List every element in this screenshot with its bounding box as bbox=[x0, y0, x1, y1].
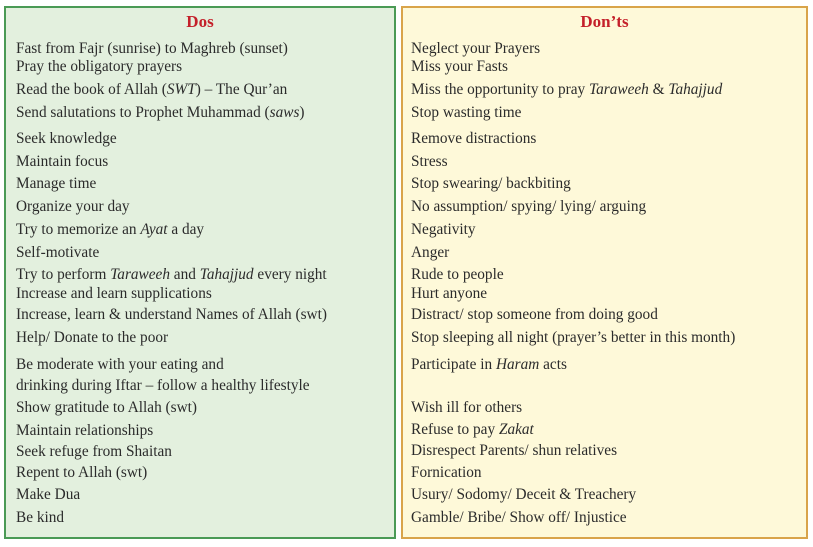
item-text: Show gratitude to Allah (swt) bbox=[16, 399, 197, 416]
donts-item bbox=[411, 285, 802, 303]
item-text: a day bbox=[167, 221, 205, 238]
dos-item bbox=[16, 399, 390, 417]
dos-item bbox=[16, 306, 390, 324]
item-text: Distract/ stop someone from doing good bbox=[411, 306, 658, 323]
dos-heading: Dos bbox=[186, 12, 214, 31]
item-text: Wish ill for others bbox=[411, 399, 523, 416]
donts-item bbox=[411, 266, 802, 284]
item-text: Help/ Donate to the poor bbox=[16, 329, 169, 346]
item-text: Stress bbox=[411, 153, 448, 170]
dos-item bbox=[16, 356, 390, 374]
donts-heading: Don’ts bbox=[580, 12, 629, 31]
item-text: Gamble/ Bribe/ Show off/ Injustice bbox=[411, 509, 627, 526]
donts-item bbox=[411, 153, 802, 171]
item-text: Neglect your Prayers bbox=[411, 40, 541, 57]
item-text: Try to perform bbox=[16, 266, 111, 283]
italic-term: Ayat bbox=[140, 221, 168, 238]
italic-term: Tahajjud bbox=[199, 266, 254, 283]
item-text: Stop swearing/ backbiting bbox=[411, 175, 571, 192]
italic-term: Haram bbox=[495, 356, 540, 373]
donts-item bbox=[411, 464, 802, 482]
item-text: Increase and learn supplications bbox=[16, 285, 212, 302]
item-text: Miss your Fasts bbox=[411, 58, 508, 75]
donts-item bbox=[411, 442, 802, 460]
dos-item bbox=[16, 40, 390, 58]
dos-item bbox=[16, 244, 390, 262]
item-text: Manage time bbox=[16, 175, 97, 192]
item-text: Hurt anyone bbox=[411, 285, 488, 302]
item-text: Self-motivate bbox=[16, 244, 100, 261]
dos-item bbox=[16, 377, 390, 395]
item-text: Participate in bbox=[411, 356, 496, 373]
donts-item bbox=[411, 509, 802, 527]
dos-panel bbox=[4, 6, 396, 539]
item-text: Fornication bbox=[411, 464, 482, 481]
item-text: Stop sleeping all night (prayer’s better in this month) bbox=[411, 329, 736, 346]
item-text: Increase, learn & understand Names of Allah (swt) bbox=[16, 306, 327, 323]
dos-item bbox=[16, 266, 390, 284]
donts-item bbox=[411, 244, 802, 262]
donts-item bbox=[411, 306, 802, 324]
item-text: Organize your day bbox=[16, 198, 130, 215]
item-text: Maintain relationships bbox=[16, 422, 154, 439]
item-text: Disrespect Parents/ shun relatives bbox=[411, 442, 618, 459]
donts-item bbox=[411, 356, 802, 374]
item-text: Refuse to pay bbox=[411, 421, 499, 438]
item-text: Usury/ Sodomy/ Deceit & Treachery bbox=[411, 486, 637, 503]
italic-term: saws bbox=[269, 104, 300, 121]
dos-item bbox=[16, 198, 390, 216]
dos-item bbox=[16, 58, 390, 76]
dos-item bbox=[16, 104, 390, 122]
item-text: every night bbox=[253, 266, 327, 283]
item-text: and bbox=[169, 266, 200, 283]
donts-item bbox=[411, 104, 802, 122]
dos-item bbox=[16, 509, 390, 527]
item-text: Be moderate with your eating and bbox=[16, 356, 224, 373]
item-text: Stop wasting time bbox=[411, 104, 522, 121]
item-text: Try to memorize an bbox=[16, 221, 141, 238]
item-text: Anger bbox=[411, 244, 450, 261]
item-text: Read the book of Allah ( bbox=[16, 81, 167, 98]
donts-item bbox=[411, 175, 802, 193]
item-text: Remove distractions bbox=[411, 130, 537, 147]
item-text: Rude to people bbox=[411, 266, 504, 283]
dos-item bbox=[16, 130, 390, 148]
dos-item bbox=[16, 329, 390, 347]
dos-item bbox=[16, 81, 390, 99]
item-text: Miss the opportunity to pray bbox=[411, 81, 590, 98]
dos-item bbox=[16, 422, 390, 440]
donts-item bbox=[411, 58, 802, 76]
item-text: ) – The Qur’an bbox=[195, 81, 288, 98]
italic-term: SWT bbox=[166, 81, 196, 98]
item-text: Be kind bbox=[16, 509, 65, 526]
donts-item bbox=[411, 399, 802, 417]
item-text: acts bbox=[539, 356, 567, 373]
item-text: Seek knowledge bbox=[16, 130, 117, 147]
item-text: Fast from Fajr (sunrise) to Maghreb (sunset) bbox=[16, 40, 288, 57]
item-text: & bbox=[648, 81, 669, 98]
dos-item bbox=[16, 285, 390, 303]
item-text: Pray the obligatory prayers bbox=[16, 58, 183, 75]
item-text: Send salutations to Prophet Muhammad ( bbox=[16, 104, 270, 121]
item-text: No assumption/ spying/ lying/ arguing bbox=[411, 198, 647, 215]
donts-item bbox=[411, 486, 802, 504]
item-text: drinking during Iftar – follow a healthy lifestyle bbox=[16, 377, 310, 394]
dos-item bbox=[16, 175, 390, 193]
item-text: Repent to Allah (swt) bbox=[16, 464, 148, 481]
italic-term: Tahajjud bbox=[668, 81, 723, 98]
dos-item bbox=[16, 464, 390, 482]
dos-item bbox=[16, 221, 390, 239]
dos-item bbox=[16, 486, 390, 504]
dos-item bbox=[16, 443, 390, 461]
donts-item bbox=[411, 221, 802, 239]
dos-item bbox=[16, 153, 390, 171]
italic-term: Taraweeh bbox=[110, 266, 170, 283]
item-text: Negativity bbox=[411, 221, 476, 238]
item-text: Seek refuge from Shaitan bbox=[16, 443, 172, 460]
donts-item bbox=[411, 40, 802, 58]
item-text: Maintain focus bbox=[16, 153, 109, 170]
item-text: ) bbox=[299, 104, 305, 121]
italic-term: Taraweeh bbox=[589, 81, 649, 98]
italic-term: Zakat bbox=[498, 421, 534, 438]
donts-item bbox=[411, 81, 802, 99]
donts-panel bbox=[401, 6, 808, 539]
donts-item bbox=[411, 130, 802, 148]
item-text: Make Dua bbox=[16, 486, 81, 503]
donts-item bbox=[411, 421, 802, 439]
donts-item bbox=[411, 329, 802, 347]
donts-item bbox=[411, 198, 802, 216]
